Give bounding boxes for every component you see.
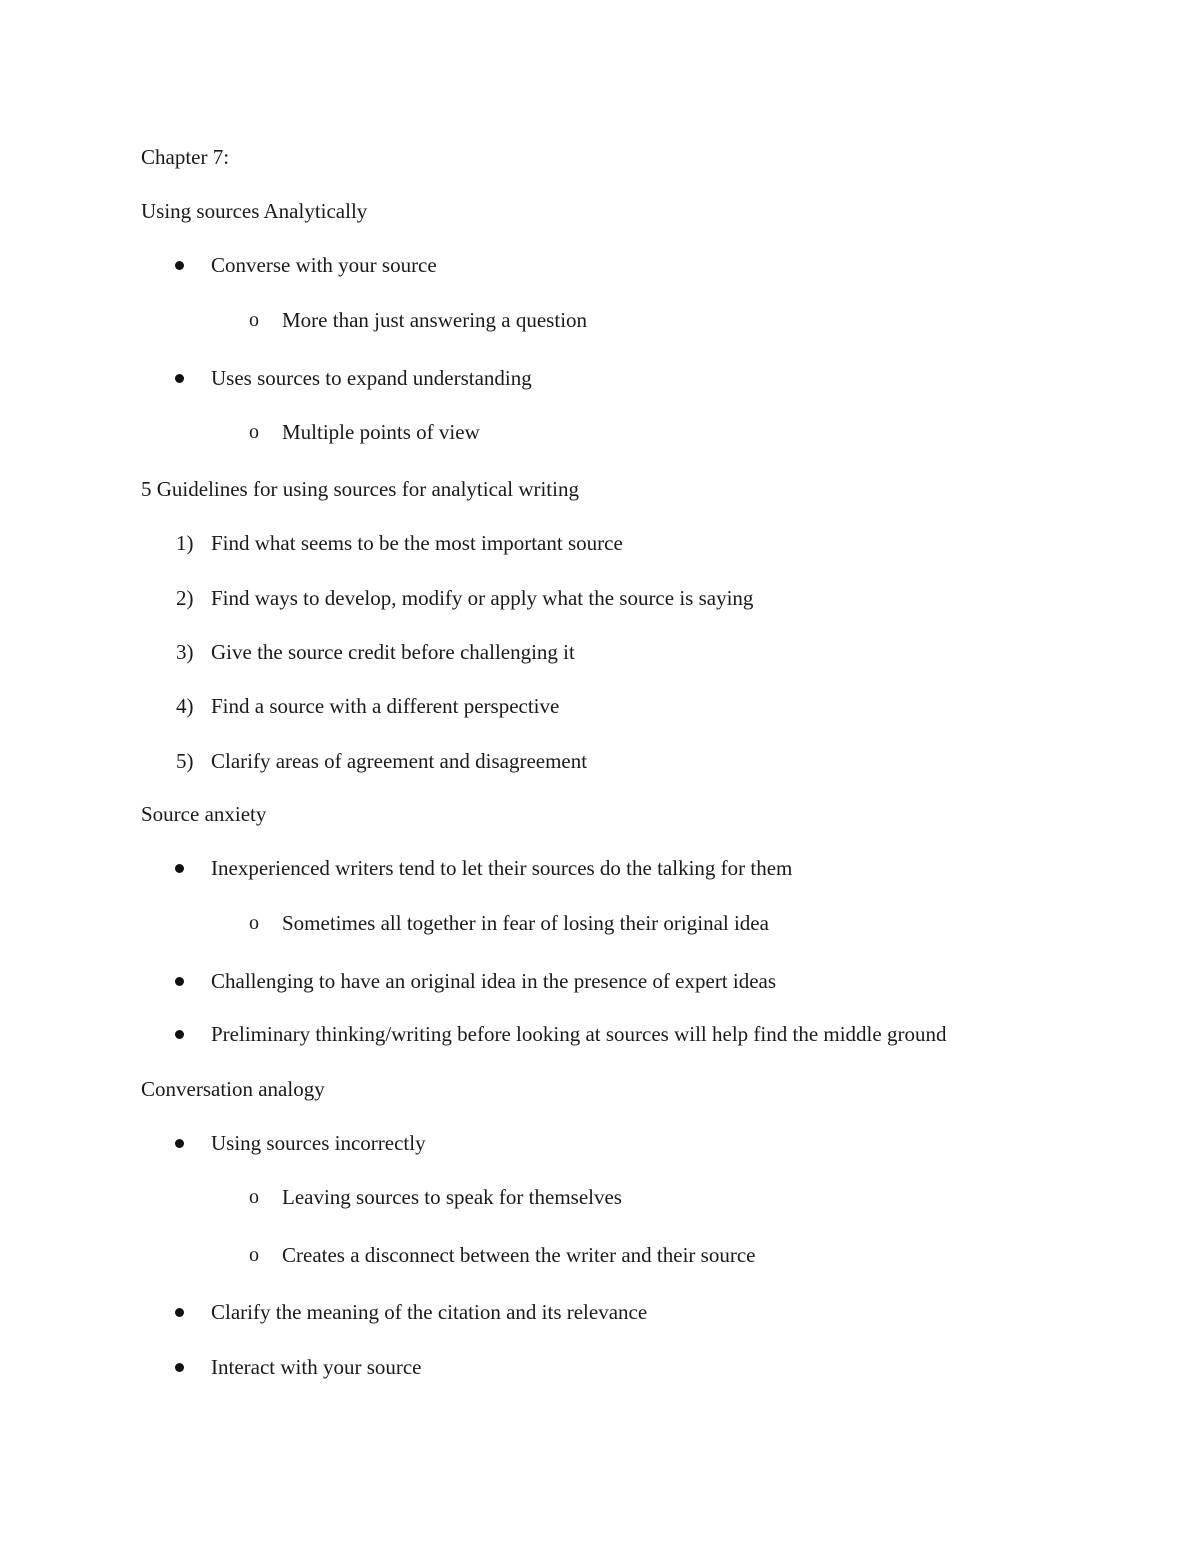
sub-list-item-text: Multiple points of view <box>282 420 480 444</box>
bullet-icon <box>175 977 184 986</box>
section-heading-using-sources: Using sources Analytically <box>141 199 368 223</box>
list-item-text: Preliminary thinking/writing before looking at sources will help find the middle ground <box>211 1022 947 1046</box>
section-heading-source-anxiety: Source anxiety <box>141 802 267 826</box>
sub-list-item-text: Sometimes all together in fear of losing their original idea <box>282 911 769 935</box>
chapter-heading: Chapter 7: <box>141 145 230 169</box>
bullet-icon <box>175 1363 184 1372</box>
sub-bullet-icon: o <box>249 309 259 331</box>
item-number: 5) <box>176 749 194 773</box>
sub-bullet-icon: o <box>249 1244 259 1266</box>
list-item-text: Challenging to have an original idea in the presence of expert ideas <box>211 969 777 993</box>
numbered-item-text: Give the source credit before challenging it <box>211 640 575 664</box>
item-number: 1) <box>176 531 194 555</box>
sub-bullet-icon: o <box>249 1186 259 1208</box>
bullet-icon <box>175 1030 184 1039</box>
section-heading-conversation-analogy: Conversation analogy <box>141 1077 325 1101</box>
bullet-icon <box>175 1308 184 1317</box>
numbered-item-text: Find ways to develop, modify or apply what the source is saying <box>211 586 754 610</box>
sub-list-item-text: Creates a disconnect between the writer and their source <box>282 1243 756 1267</box>
list-item-text: Inexperienced writers tend to let their sources do the talking for them <box>211 856 793 880</box>
bullet-icon <box>175 374 184 383</box>
sub-bullet-icon: o <box>249 421 259 443</box>
list-item-text: Using sources incorrectly <box>211 1131 426 1155</box>
sub-list-item-text: More than just answering a question <box>282 308 588 332</box>
list-item-text: Converse with your source <box>211 253 437 277</box>
item-number: 2) <box>176 586 194 610</box>
numbered-item-text: Find what seems to be the most important source <box>211 531 623 555</box>
item-number: 3) <box>176 640 194 664</box>
bullet-icon <box>175 1139 184 1148</box>
item-number: 4) <box>176 694 194 718</box>
list-item-text: Clarify the meaning of the citation and its relevance <box>211 1300 648 1324</box>
list-item-text: Uses sources to expand understanding <box>211 366 532 390</box>
list-item-text: Interact with your source <box>211 1355 422 1379</box>
section-heading-guidelines: 5 Guidelines for using sources for analytical writing <box>141 477 579 501</box>
sub-list-item-text: Leaving sources to speak for themselves <box>282 1185 622 1209</box>
bullet-icon <box>175 261 184 270</box>
bullet-icon <box>175 864 184 873</box>
numbered-item-text: Clarify areas of agreement and disagreement <box>211 749 588 773</box>
numbered-item-text: Find a source with a different perspective <box>211 694 560 718</box>
sub-bullet-icon: o <box>249 912 259 934</box>
